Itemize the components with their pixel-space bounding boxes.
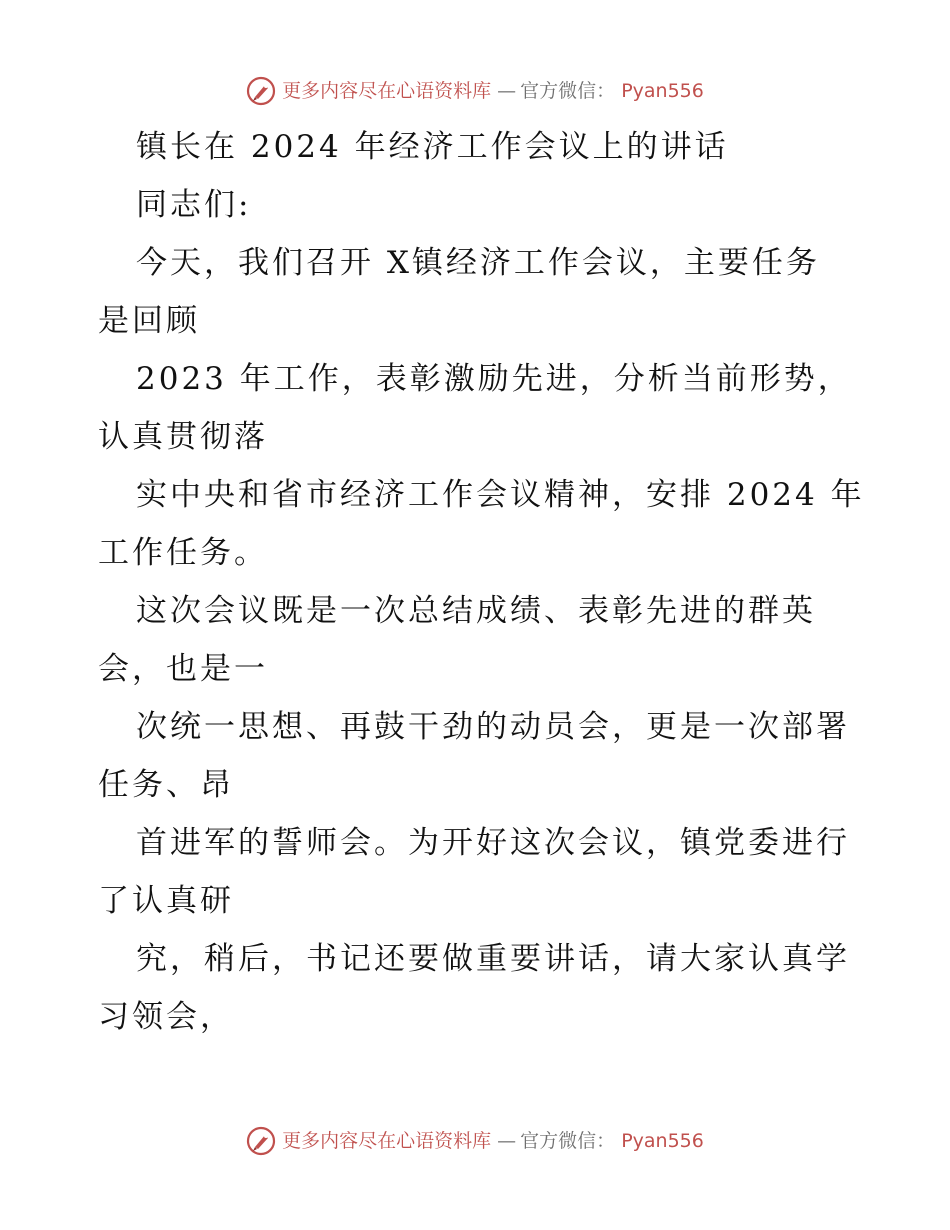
watermark-label: 官方微信：: [520, 80, 616, 102]
header-watermark: [0, 76, 950, 106]
watermark-account: Pyan556: [621, 80, 704, 102]
text-line: 认真贯彻落: [98, 419, 268, 455]
text-line: 实中央和省市经济工作会议精神，安排 2024 年: [136, 477, 865, 513]
text-line: 这次会议既是一次总结成绩、表彰先进的群英: [136, 593, 816, 629]
text-line: 任务、昂: [98, 767, 234, 803]
pen-nib-logo-icon: [246, 1126, 276, 1156]
pen-nib-logo-icon: [246, 76, 276, 106]
watermark-dash: —: [497, 1130, 515, 1152]
salutation: 同志们:: [136, 187, 252, 223]
watermark-label: 官方微信：: [520, 1130, 616, 1152]
text-line: 究，稍后，书记还要做重要讲话，请大家认真学: [136, 941, 850, 977]
text-line: 今天，我们召开 X镇经济工作会议，主要任务: [136, 245, 820, 281]
footer-watermark: [0, 1126, 950, 1156]
watermark-account: Pyan556: [621, 1130, 704, 1152]
document-title: 镇长在 2024 年经济工作会议上的讲话: [136, 129, 729, 165]
text-line: 次统一思想、再鼓干劲的动员会，更是一次部署: [136, 709, 850, 745]
text-line: 习领会，: [98, 999, 234, 1035]
document-body: [98, 118, 865, 1046]
text-line: 是回顾: [98, 303, 200, 339]
text-line: 会，也是一: [98, 651, 268, 687]
text-line: 2023 年工作，表彰激励先进，分析当前形势，: [136, 361, 852, 397]
text-line: 了认真研: [98, 883, 234, 919]
watermark-site-text: 更多内容尽在心语资料库: [282, 1130, 492, 1152]
text-line: 工作任务。: [98, 535, 268, 571]
text-line: 首进军的誓师会。为开好这次会议，镇党委进行: [136, 825, 850, 861]
watermark-site-text: 更多内容尽在心语资料库: [282, 80, 492, 102]
watermark-dash: —: [497, 80, 515, 102]
